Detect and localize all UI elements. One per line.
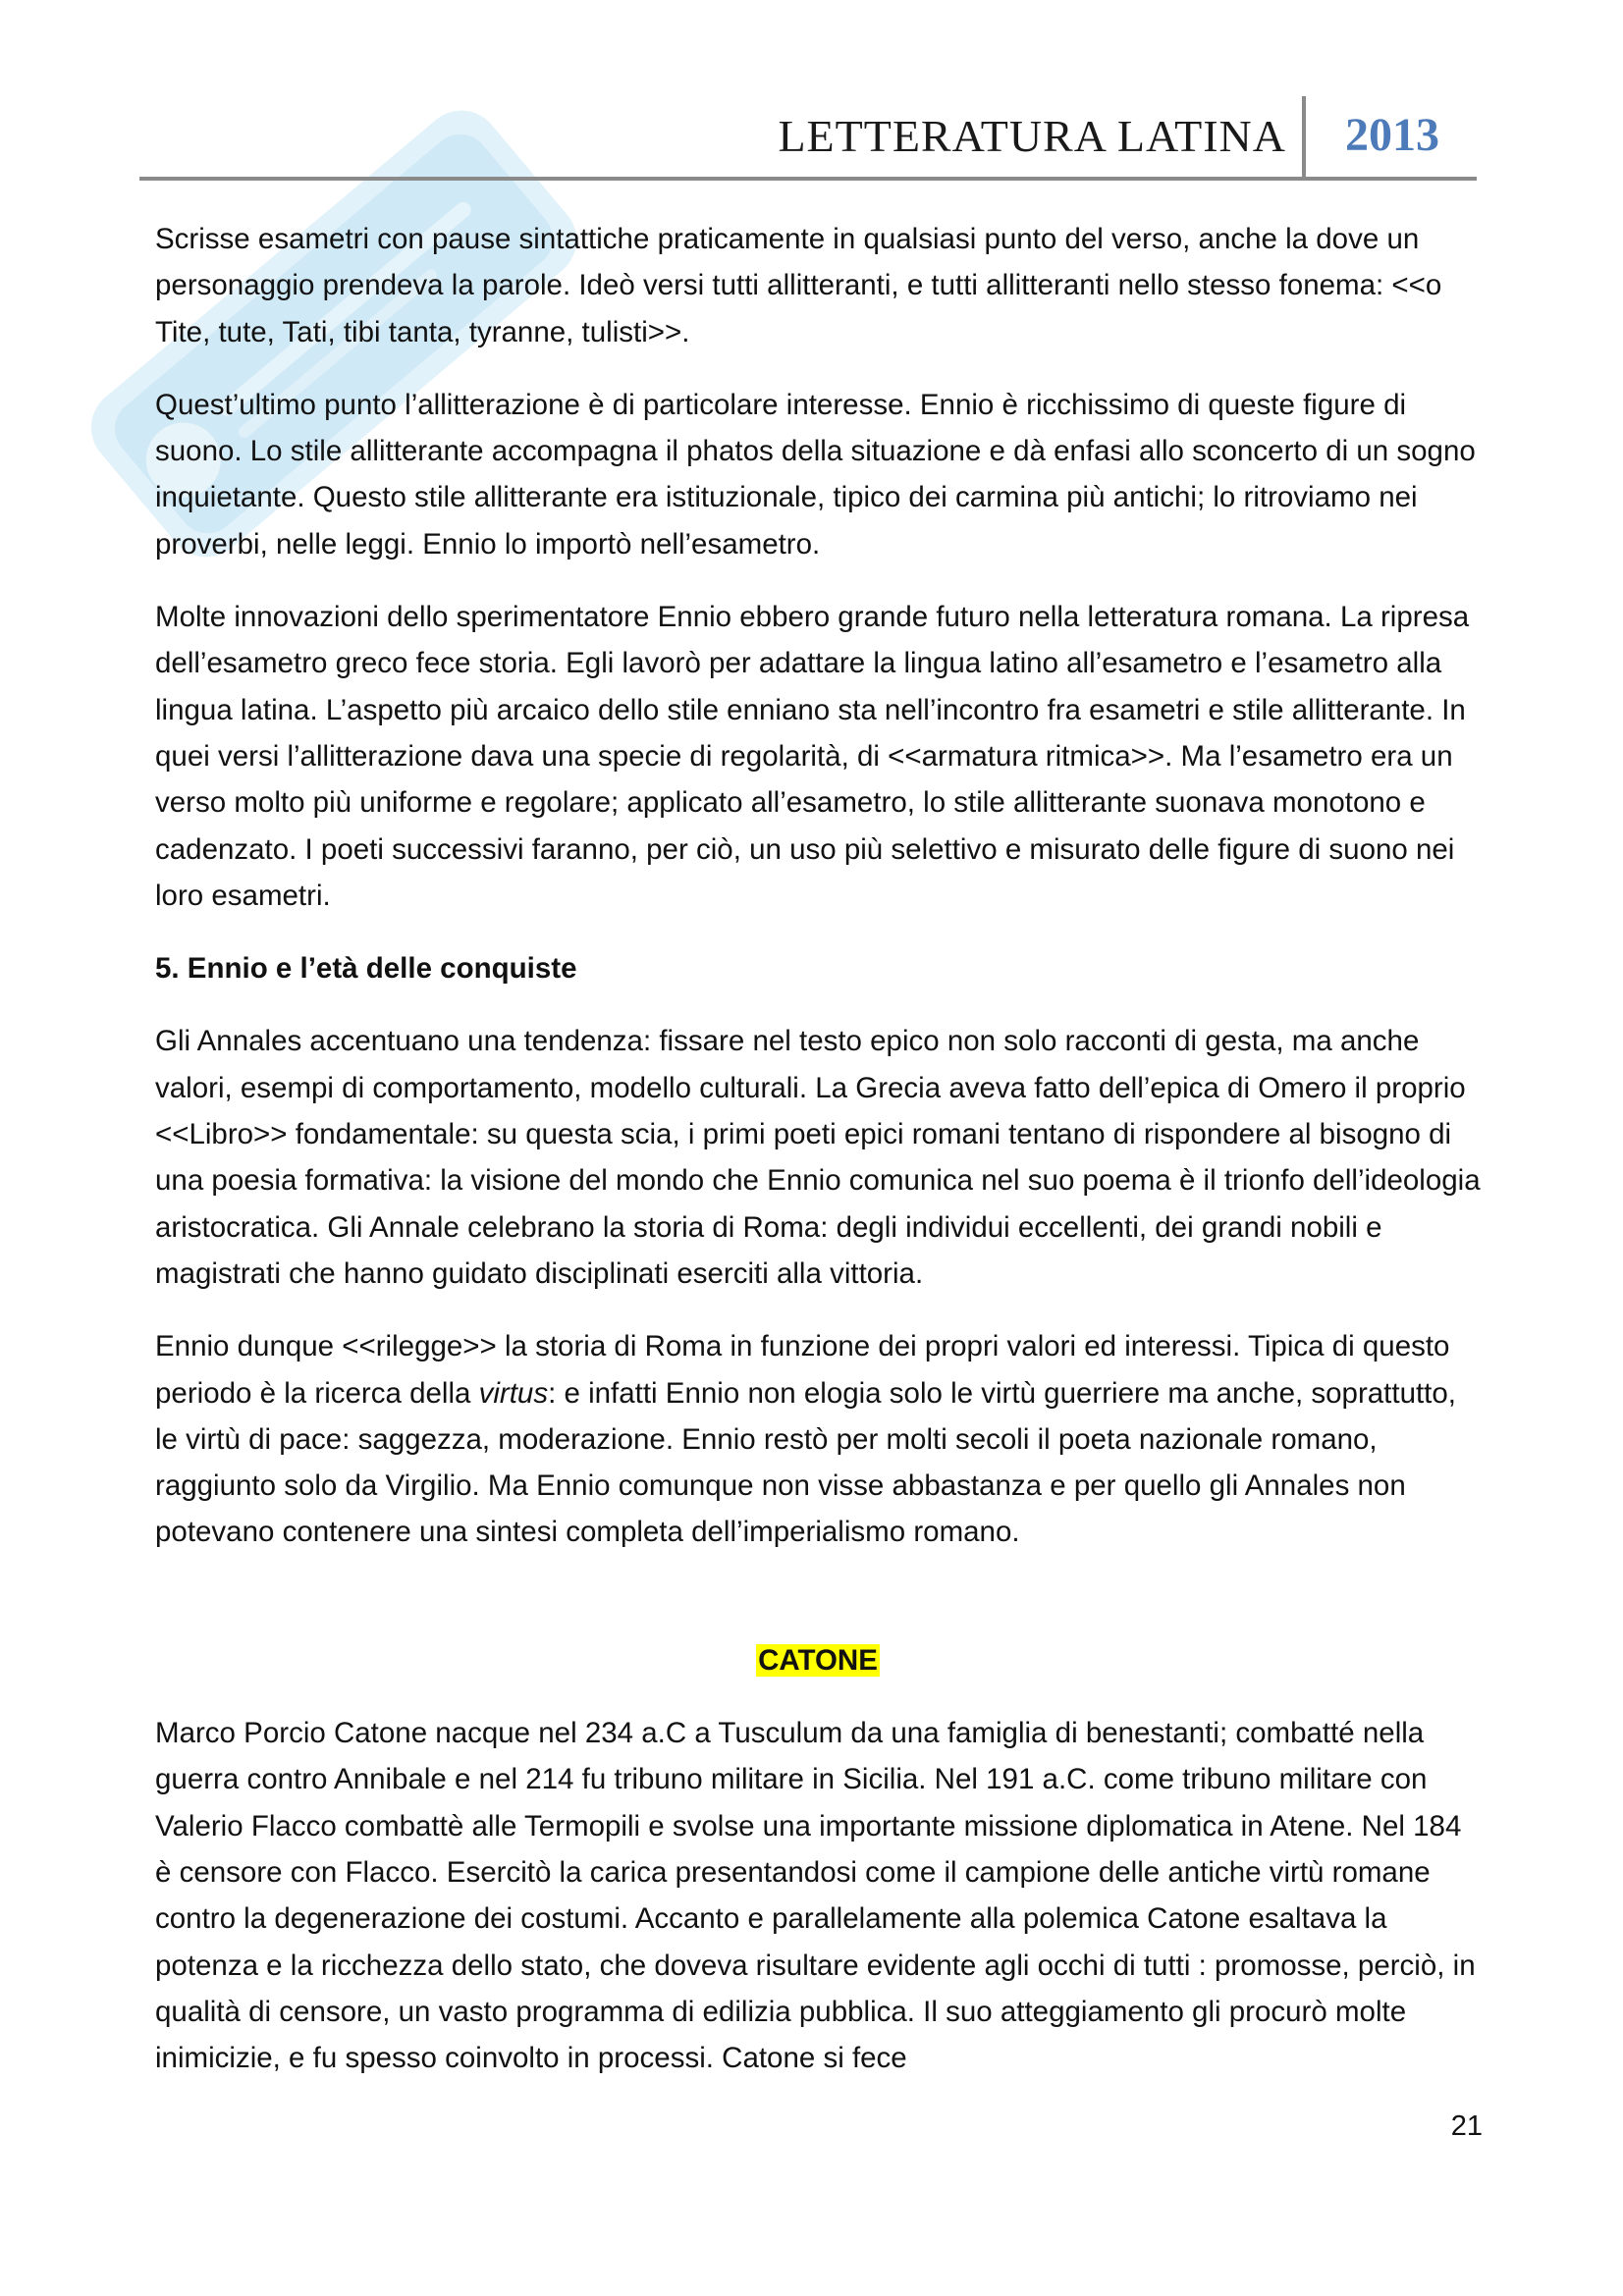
header-separator <box>1302 96 1306 177</box>
paragraph: Molte innovazioni dello sperimentatore Ennio ebbero grande futuro nella letteratura romana. La ripresa dell’esametro greco fece storia. Egli lavorò per adattare la lingua latino all’esametro e l’esametro alla lingua latina. L’aspetto più arcaico dello stile enniano sta nell’incontro fra esametri e stile allitterante. In quei versi l’allitterazione dava una specie di regolarità, di <<armatura ritmica>>. Ma l’esametro era un verso molto più uniforme e regolare; applicato all’esametro, lo stile allitterante suonava monotono e cadenzato. I poeti successivi faranno, per ciò, un uso più selettivo e misurato delle figure di suono nei loro esametri. <box>155 601 1470 912</box>
section-title <box>155 1637 1481 1683</box>
section-heading: 5. Ennio e l’età delle conquiste <box>155 952 577 986</box>
highlighted-title: CATONE <box>758 1643 878 1677</box>
paragraph <box>155 1323 1481 1555</box>
paragraph-text: Ennio dunque <<rilegge>> la storia di Roma in funzione dei propri valori ed interessi. Tipica di questo periodo è la ricerca della <box>155 1330 1450 1410</box>
paragraph: Scrisse esametri con pause sintattiche praticamente in qualsiasi punto del verso, anche la dove un personaggio prendeva la parole. Ideò versi tutti allitteranti, e tutti allitteranti nello stesso fonema: <<o Tite, tute, Tati, tibi tanta, tyranne, tulisti>>. <box>155 223 1442 348</box>
document-year: 2013 <box>1345 109 1439 161</box>
paragraph: Marco Porcio Catone nacque nel 234 a.C a Tusculum da una famiglia di benestanti; combatté nella guerra contro Annibale e nel 214 fu tribuno militare in Sicilia. Nel 191 a.C. come tribuno militare con Valerio Flacco combattè alle Termopili e svolse una importante missione diplomatica in Atene. Nel 184 è censore con Flacco. Esercitò la carica presentandosi come il campione delle antiche virtù romane contro la degenerazione dei costumi. Accanto e parallelamente alla polemica Catone esaltava la potenza e la ricchezza dello stato, che doveva risultare evidente agli occhi di tutti : promosse, perciò, in qualità di censore, un vasto programma di edilizia pubblica. Il suo atteggiamento gli procurò molte inimicizie, e fu spesso coinvolto in processi. Catone si fece <box>155 1717 1476 2075</box>
page-number: 21 <box>1450 2110 1483 2142</box>
header-rule <box>139 177 1477 181</box>
italic-term: virtus <box>478 1376 549 1410</box>
paragraph: Gli Annales accentuano una tendenza: fissare nel testo epico non solo racconti di gesta, ma anche valori, esempi di comportamento, modello culturali. La Grecia aveva fatto dell’epica di Omero il proprio <<Libro>> fondamentale: su questa scia, i primi poeti epici romani tentano di rispondere al bisogno di una poesia formativa: la visione del mondo che Ennio comunica nel suo poema è il trionfo dell’ideologia aristocratica. Gli Annale celebrano la storia di Roma: degli individui eccellenti, dei grandi nobili e magistrati che hanno guidato disciplinati eserciti alla vittoria. <box>155 1025 1481 1290</box>
spacer <box>155 1582 1481 1637</box>
paragraph: Quest’ultimo punto l’allitterazione è di particolare interesse. Ennio è ricchissimo di queste figure di suono. Lo stile allitterante accompagna il phatos della situazione e dà enfasi allo sconcerto di un sogno inquietante. Questo stile allitterante era istituzionale, tipico dei carmina più antichi; lo ritroviamo nei proverbi, nelle leggi. Ennio lo importò nell’esametro. <box>155 388 1476 561</box>
paragraph-text: : e infatti Ennio non elogia solo le virtù guerriere ma anche, soprattutto, le virtù di pace: saggezza, moderazione. Ennio restò per molti secoli il poeta nazionale romano, raggiunto solo da Virgilio. Ma Ennio comunque non visse abbastanza e per quello gli Annales non potevano contenere una sintesi completa dell’imperialismo romano. <box>155 1376 1456 1549</box>
document-title: LETTERATURA LATINA <box>778 111 1286 161</box>
page-body <box>155 216 1481 2108</box>
page-header <box>139 94 1477 183</box>
